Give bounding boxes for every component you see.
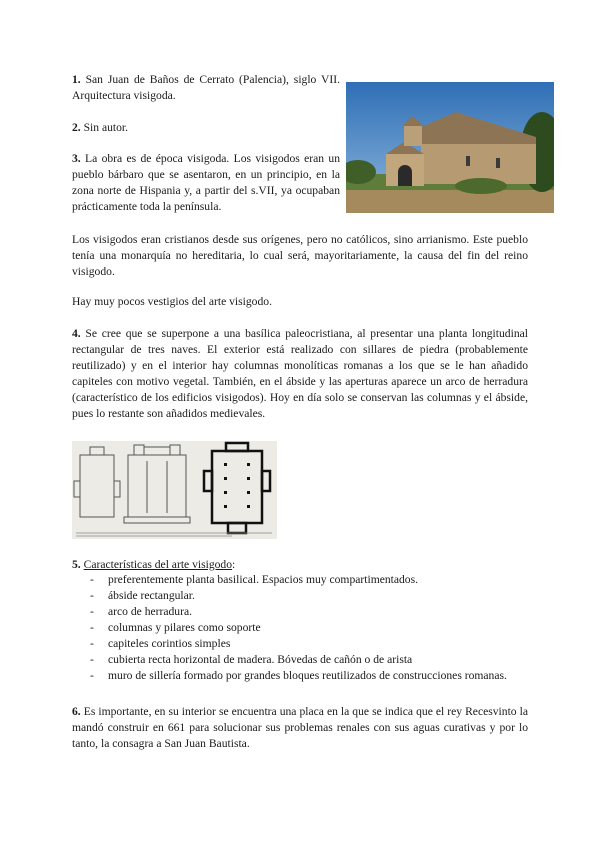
floor-plan-svg xyxy=(72,441,277,539)
list-bullet: - xyxy=(90,653,94,666)
features-list xyxy=(72,572,532,684)
paragraph-4 xyxy=(72,326,528,422)
paragraph-2 xyxy=(72,120,340,136)
paragraph-3c: Hay muy pocos vestigios del arte visigodo. xyxy=(72,295,272,308)
paragraph-1-text: San Juan de Baños de Cerrato (Palencia), siglo VII. Arquitectura visigoda. xyxy=(72,73,340,102)
list-item xyxy=(72,588,532,604)
paragraph-5-colon: : xyxy=(232,558,236,571)
list-bullet: - xyxy=(90,573,94,586)
paragraph-3 xyxy=(72,151,340,215)
paragraph-4-number: 4. xyxy=(72,327,81,340)
list-item-text: preferentemente planta basilical. Espacios muy compartimentados. xyxy=(108,573,419,586)
list-item xyxy=(72,604,532,620)
list-bullet: - xyxy=(90,589,94,602)
list-item xyxy=(72,636,532,652)
church-photo-svg xyxy=(346,82,554,213)
list-bullet: - xyxy=(90,637,94,650)
paragraph-6-number: 6. xyxy=(72,705,81,718)
list-item xyxy=(72,620,532,636)
list-item xyxy=(72,668,532,684)
paragraph-3-number: 3. xyxy=(72,152,81,165)
paragraph-4-text: Se cree que se superpone a una basílica paleocristiana, al presentar una planta longitudinal rectangular de tres naves. El exterior está realizado con sillares de piedra (probablemente reutilizado) y en el interior hay columnas monolíticas romanas a los que se le han añadido capiteles con motivo vegetal. También, en el ábside y las aperturas aparece un arco de herradura (característico de los edificios visigodos). Hoy en día solo se conservan las columnas y el ábside, pues lo restante son añadidos medievales. xyxy=(72,327,528,420)
paragraph-6 xyxy=(72,704,528,752)
floor-plan-image xyxy=(72,441,277,539)
paragraph-5-title: Características del arte visigodo xyxy=(83,558,233,571)
list-item xyxy=(72,652,532,668)
paragraph-3-text: La obra es de época visigoda. Los visigodos eran un pueblo bárbaro que se asentaron, en un principio, en la zona norte de Hispania y, a partir del s.VII, ya ocupaban prácticamente toda la península. xyxy=(72,152,340,213)
list-item-text: cubierta recta horizontal de madera. Bóvedas de cañón o de arista xyxy=(108,653,413,666)
paragraph-2-number: 2. xyxy=(72,121,81,134)
list-item-text: muro de sillería formado por grandes bloques reutilizados de construcciones romanas. xyxy=(108,669,507,682)
list-bullet: - xyxy=(90,621,94,634)
list-item-text: ábside rectangular. xyxy=(108,589,195,602)
paragraph-1 xyxy=(72,72,340,104)
paragraph-6-text: Es importante, en su interior se encuentra una placa en la que se indica que el rey Recesvinto la mandó construir en 661 para solucionar sus problemas renales con sus aguas curativas y por lo tanto, la consagra a San Juan Bautista. xyxy=(72,705,528,750)
paragraph-2-text: Sin autor. xyxy=(83,121,129,134)
paragraph-1-number: 1. xyxy=(72,73,81,86)
paragraph-5-number: 5. xyxy=(72,558,81,571)
list-bullet: - xyxy=(90,605,94,618)
list-item xyxy=(72,572,532,588)
list-item-text: columnas y pilares como soporte xyxy=(108,621,261,634)
paragraph-3b: Los visigodos eran cristianos desde sus orígenes, pero no católicos, sino arrianismo. Este pueblo tenía una monarquía no hereditaria, lo cual será, mayoritariamente, la causa del fin del reino visigodo. xyxy=(72,233,528,278)
church-photo xyxy=(346,82,554,213)
paragraph-5-heading xyxy=(72,557,528,573)
list-item-text: arco de herradura. xyxy=(108,605,192,618)
list-bullet: - xyxy=(90,669,94,682)
list-item-text: capiteles corintios simples xyxy=(108,637,231,650)
